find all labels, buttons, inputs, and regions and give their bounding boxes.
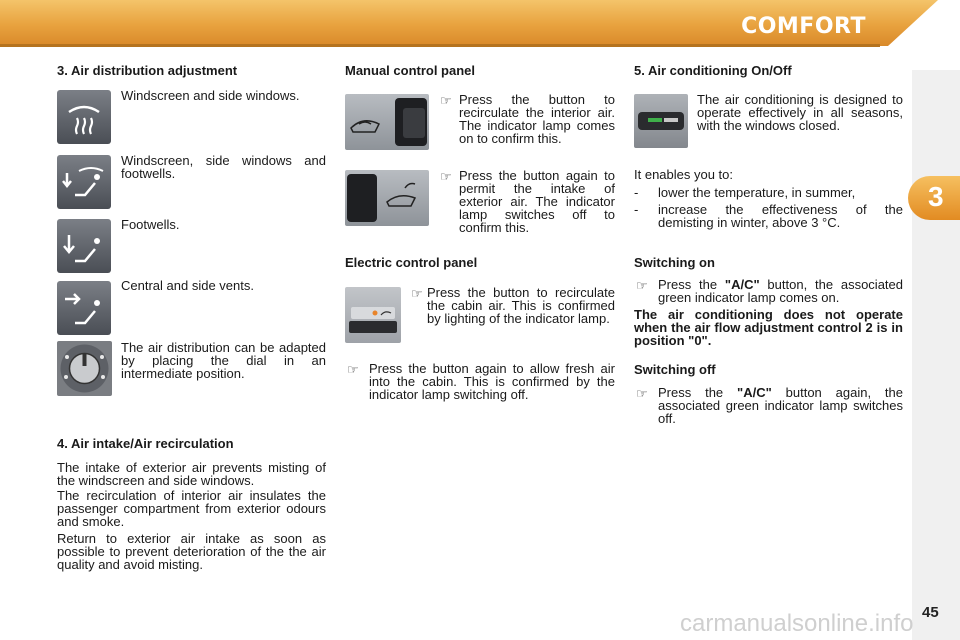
chapter-number: 3 [928, 181, 944, 212]
distribution-dial-icon [57, 341, 112, 396]
bullet-icon: ☞ [440, 169, 452, 184]
ac-button-label: "A/C" [737, 385, 772, 400]
chapter-tab [908, 176, 960, 220]
footwell-icon [57, 219, 111, 273]
dash-glyph: - [634, 185, 639, 200]
section4-paragraph-2: The recirculation of interior air insulates the passenger compartment from exterior odours and smoke. [57, 488, 326, 529]
sidebar-strip [912, 70, 960, 640]
electric-recirc-button-photo [345, 287, 401, 343]
bullet-icon: ☞ [440, 93, 452, 108]
ac-list-item-1: lower the temperature, in summer, [658, 185, 856, 200]
manual-title: Manual control panel [345, 63, 476, 78]
switching-on-title: Switching on [634, 255, 715, 270]
bullet-icon: ☞ [411, 286, 423, 301]
section4-paragraph-3: Return to exterior air intake as soon as possible to prevent deterioration of the the air quality and avoid misting. [57, 531, 326, 572]
ac-warning-text: The air conditioning does not operate when the air flow adjustment control 2 is in position "0". [634, 307, 903, 348]
electric-title: Electric control panel [345, 255, 478, 270]
windscreen-demist-icon [57, 90, 111, 144]
ac-button-label: "A/C" [724, 277, 760, 292]
ac-button-photo [634, 94, 688, 148]
electric-step-1: Press the button to recirculate the cabin air. This is confirmed by lighting of the indicator lamp. [427, 285, 615, 326]
item-windscreen-footwell-text: Windscreen, side windows and footwells. [121, 153, 326, 181]
bullet-icon: ☞ [636, 386, 648, 401]
switching-on-text: Press the "A/C" button, the associated green indicator lamp comes on. [658, 277, 903, 305]
ac-intro-text: The air conditioning is designed to operate effectively in all seasons, with the windows closed. [697, 92, 903, 133]
central-vents-icon [57, 281, 111, 335]
section5-title: 5. Air conditioning On/Off [634, 63, 792, 78]
page-title: COMFORT [741, 14, 866, 39]
page-number: 45 [922, 604, 939, 621]
ac-enables-text: It enables you to: [634, 167, 734, 182]
manual-recirc-button-photo [345, 94, 429, 150]
watermark: carmanualsonline.info [680, 610, 914, 637]
manual-exterior-button-photo [345, 170, 429, 226]
item-central-vents-text: Central and side vents. [121, 278, 254, 293]
dash-glyph: - [634, 202, 639, 217]
section4-paragraph-1: The intake of exterior air prevents misting of the windscreen and side windows. [57, 460, 326, 488]
manual-step-1: Press the button to recirculate the interior air. The indicator lamp comes on to confirm this. [459, 92, 615, 146]
windscreen-footwell-icon [57, 155, 111, 209]
bullet-icon: ☞ [636, 278, 648, 293]
bullet-icon: ☞ [347, 362, 359, 377]
section3-title: 3. Air distribution adjustment [57, 63, 238, 78]
manual-step-2: Press the button again to permit the intake of exterior air. The indicator lamp switches off to confirm this. [459, 168, 615, 235]
ac-list-item-2: increase the effectiveness of the demisting in winter, above 3 °C. [658, 202, 903, 230]
item-windscreen-text: Windscreen and side windows. [121, 88, 300, 103]
item-dial-text: The air distribution can be adapted by placing the dial in an intermediate position. [121, 340, 326, 381]
header-stripe [0, 44, 880, 47]
switching-off-text: Press the "A/C" button again, the associated green indicator lamp switches off. [658, 385, 903, 426]
item-footwell-text: Footwells. [121, 217, 180, 232]
switching-off-title: Switching off [634, 362, 716, 377]
electric-step-2: Press the button again to allow fresh air into the cabin. This is confirmed by the indicator lamp switching off. [369, 361, 615, 402]
section4-title: 4. Air intake/Air recirculation [57, 436, 234, 451]
